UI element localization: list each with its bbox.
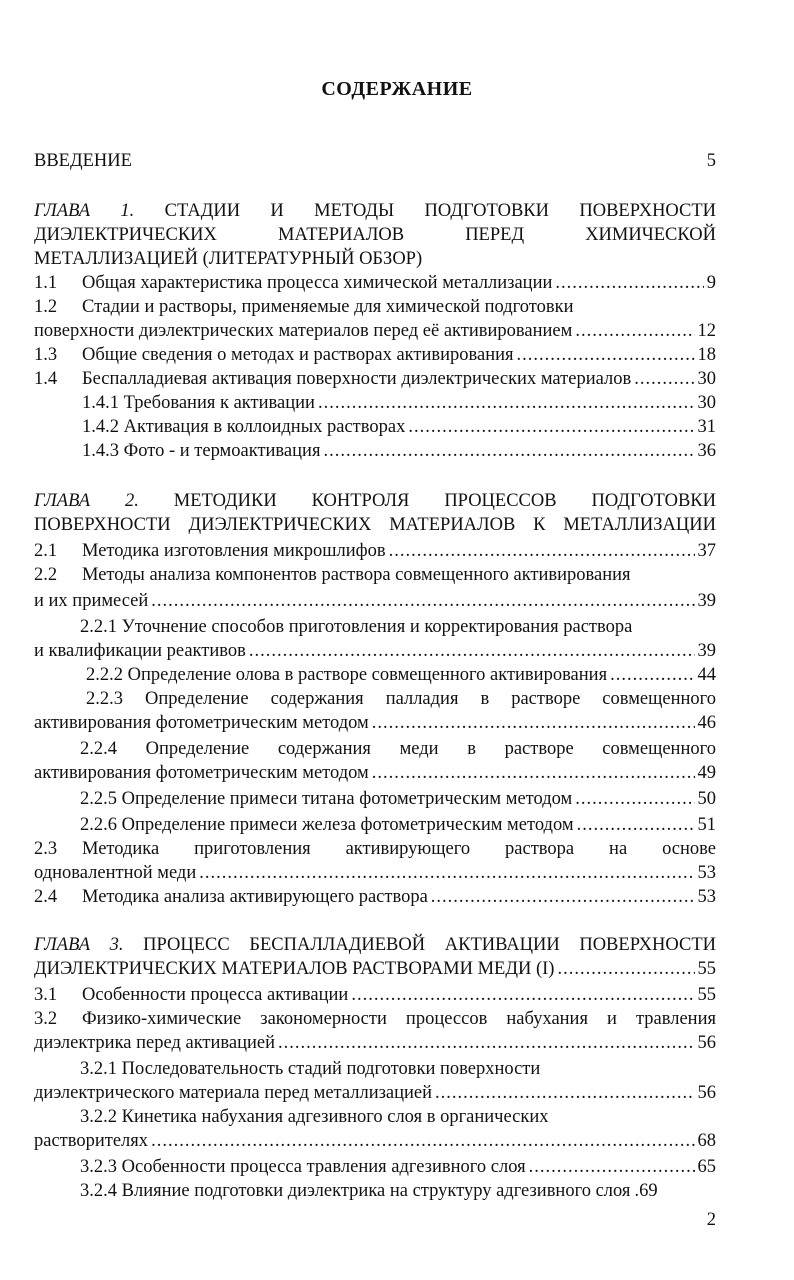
toc-entry-2-4: 2.4 Методика анализа активирующего раствора ..... 53: [34, 886, 716, 908]
chapter-1-heading-line2: ДИЭЛЕКТРИЧЕСКИХ МАТЕРИАЛОВ ПЕРЕД ХИМИЧЕСКОЙ: [34, 225, 716, 245]
toc-entry-2-2-4-cont: активирования фотометрическим методом ..... 49: [34, 762, 716, 784]
toc-entry-2-2: 2.2 Методы анализа компонентов раствора совмещенного активирования: [34, 565, 631, 585]
toc-entry-1-2: 1.2 Стадии и растворы, применяемые для химической подготовки: [34, 297, 574, 317]
chapter-1-heading-line3: МЕТАЛЛИЗАЦИЕЙ (ЛИТЕРАТУРНЫЙ ОБЗОР): [34, 249, 423, 269]
toc-intro: ВВЕДЕНИЕ 5: [34, 151, 716, 171]
page-number: 2: [706, 1210, 716, 1230]
toc-entry-2-2-4: 2.2.4 Определение содержания меди в растворе совмещенного: [80, 739, 716, 759]
toc-entry-2-2-5: 2.2.5 Определение примеси титана фотометрическим методом ..... 50: [80, 788, 716, 810]
chapter-3-heading-line1: ГЛАВА 3. ПРОЦЕСС БЕСПАЛЛАДИЕВОЙ АКТИВАЦИИ ПОВЕРХНОСТИ: [34, 935, 716, 955]
toc-entry-1-3: 1.3 Общие сведения о методах и растворах активирования ..... 18: [34, 344, 716, 366]
toc-entry-2-3: 2.3 Методика приготовления активирующего раствора на основе: [34, 839, 716, 859]
toc-entry-2-2-6: 2.2.6 Определение примеси железа фотометрическим методом ..... 51: [80, 814, 716, 836]
toc-entry-3-1: 3.1 Особенности процесса активации ..... 55: [34, 984, 716, 1006]
toc-entry-3-2: 3.2 Физико-химические закономерности процессов набухания и травления: [34, 1009, 716, 1029]
toc-entry-2-2-cont: и их примесей ..... 39: [34, 590, 716, 612]
toc-entry-2-2-3: 2.2.3 Определение содержания палладия в растворе совмещенного: [86, 689, 716, 709]
toc-entry-3-2-cont: диэлектрика перед активацией ..... 56: [34, 1032, 716, 1054]
chapter-1-heading-line1: ГЛАВА 1. СТАДИИ И МЕТОДЫ ПОДГОТОВКИ ПОВЕРХНОСТИ: [34, 201, 717, 221]
toc-entry-1-4: 1.4 Беспалладиевая активация поверхности диэлектрических материалов ..... 30: [34, 368, 716, 390]
toc-entry-1-4-1: 1.4.1 Требования к активации ..... 30: [82, 392, 716, 414]
toc-entry-1-4-3: 1.4.3 Фото - и термоактивация ..... 36: [82, 440, 716, 462]
toc-entry-3-2-2-cont: растворителях ..... 68: [34, 1130, 716, 1152]
toc-entry-2-2-1: 2.2.1 Уточнение способов приготовления и корректирования раствора: [80, 617, 633, 637]
chapter-2-heading-line1: ГЛАВА 2. МЕТОДИКИ КОНТРОЛЯ ПРОЦЕССОВ ПОДГОТОВКИ: [34, 491, 717, 511]
toc-entry-3-2-1: 3.2.1 Последовательность стадий подготовки поверхности: [80, 1059, 541, 1079]
toc-entry-2-2-2: 2.2.2 Определение олова в растворе совмещенного активирования ..... 44: [86, 664, 716, 686]
toc-entry-1-2-cont: поверхности диэлектрических материалов перед её активированием ..... 12: [34, 320, 716, 342]
toc-entry-3-2-3: 3.2.3 Особенности процесса травления адгезивного слоя ..... 65: [80, 1156, 716, 1178]
toc-entry-3-2-1-cont: диэлектрического материала перед металлизацией ..... 56: [34, 1082, 716, 1104]
chapter-2-heading-line2: ПОВЕРХНОСТИ ДИЭЛЕКТРИЧЕСКИХ МАТЕРИАЛОВ К МЕТАЛЛИЗАЦИИ: [34, 515, 716, 535]
toc-entry-2-3-cont: одновалентной меди ..... 53: [34, 862, 716, 884]
toc-entry-2-2-3-cont: активирования фотометрическим методом ..... 46: [34, 712, 716, 734]
toc-entry-2-2-1-cont: и квалификации реактивов ..... 39: [34, 640, 716, 662]
toc-entry-1-4-2: 1.4.2 Активация в коллоидных растворах ..... 31: [82, 416, 716, 438]
toc-entry-1-1: 1.1 Общая характеристика процесса химической металлизации ..... 9: [34, 272, 716, 294]
page-title: СОДЕРЖАНИЕ: [321, 78, 473, 100]
toc-entry-2-1: 2.1 Методика изготовления микрошлифов ..... 37: [34, 540, 716, 562]
toc-entry-3-2-4: 3.2.4 Влияние подготовки диэлектрика на структуру адгезивного слоя . 69: [80, 1181, 658, 1201]
toc-entry-3-2-2: 3.2.2 Кинетика набухания адгезивного слоя в органических: [80, 1107, 549, 1127]
chapter-3-heading-line2: ДИЭЛЕКТРИЧЕСКИХ МАТЕРИАЛОВ РАСТВОРАМИ МЕДИ (I) ..... 55: [34, 958, 716, 980]
